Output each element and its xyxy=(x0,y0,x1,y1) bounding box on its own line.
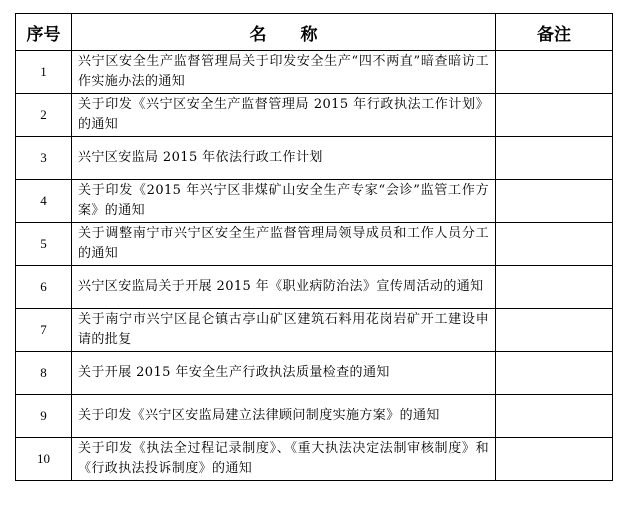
row-name: 关于南宁市兴宁区昆仑镇古亭山矿区建筑石料用花岗岩矿开工建设申请的批复 xyxy=(72,309,496,352)
row-name: 兴宁区安全生产监督管理局关于印发安全生产“四不两直”暗查暗访工作实施办法的通知 xyxy=(72,51,496,94)
table-header-row xyxy=(16,14,613,51)
table-row xyxy=(16,137,613,180)
row-note xyxy=(496,180,613,223)
row-number: 9 xyxy=(16,395,72,438)
row-name: 关于印发《执法全过程记录制度》、《重大执法决定法制审核制度》和《行政执法投诉制度》的通知 xyxy=(72,438,496,481)
row-note xyxy=(496,309,613,352)
table-row xyxy=(16,309,613,352)
row-name: 关于印发《2015 年兴宁区非煤矿山安全生产专家“会诊”监管工作方案》的通知 xyxy=(72,180,496,223)
row-name: 关于开展 2015 年安全生产行政执法质量检查的通知 xyxy=(72,352,496,395)
header-name: 名称 xyxy=(72,14,496,51)
table-row xyxy=(16,223,613,266)
row-number: 7 xyxy=(16,309,72,352)
table-row xyxy=(16,352,613,395)
row-number: 5 xyxy=(16,223,72,266)
row-number: 3 xyxy=(16,137,72,180)
row-number: 8 xyxy=(16,352,72,395)
header-note: 备注 xyxy=(496,14,613,51)
row-name: 关于印发《兴宁区安全生产监督管理局 2015 年行政执法工作计划》的通知 xyxy=(72,94,496,137)
row-name: 关于调整南宁市兴宁区安全生产监督管理局领导成员和工作人员分工的通知 xyxy=(72,223,496,266)
table-row xyxy=(16,266,613,309)
row-name: 关于印发《兴宁区安监局建立法律顾问制度实施方案》的通知 xyxy=(72,395,496,438)
row-note xyxy=(496,266,613,309)
row-number: 10 xyxy=(16,438,72,481)
table-row xyxy=(16,395,613,438)
row-note xyxy=(496,94,613,137)
row-note xyxy=(496,438,613,481)
row-number: 6 xyxy=(16,266,72,309)
row-name: 兴宁区安监局关于开展 2015 年《职业病防治法》宣传周活动的通知 xyxy=(72,266,496,309)
row-note xyxy=(496,51,613,94)
row-note xyxy=(496,352,613,395)
row-number: 1 xyxy=(16,51,72,94)
header-number: 序号 xyxy=(16,14,72,51)
row-note xyxy=(496,395,613,438)
row-name: 兴宁区安监局 2015 年依法行政工作计划 xyxy=(72,137,496,180)
row-number: 2 xyxy=(16,94,72,137)
table-row xyxy=(16,51,613,94)
table-row xyxy=(16,94,613,137)
row-number: 4 xyxy=(16,180,72,223)
row-note xyxy=(496,137,613,180)
document-list-table xyxy=(15,13,613,481)
table-row xyxy=(16,180,613,223)
row-note xyxy=(496,223,613,266)
table-row xyxy=(16,438,613,481)
